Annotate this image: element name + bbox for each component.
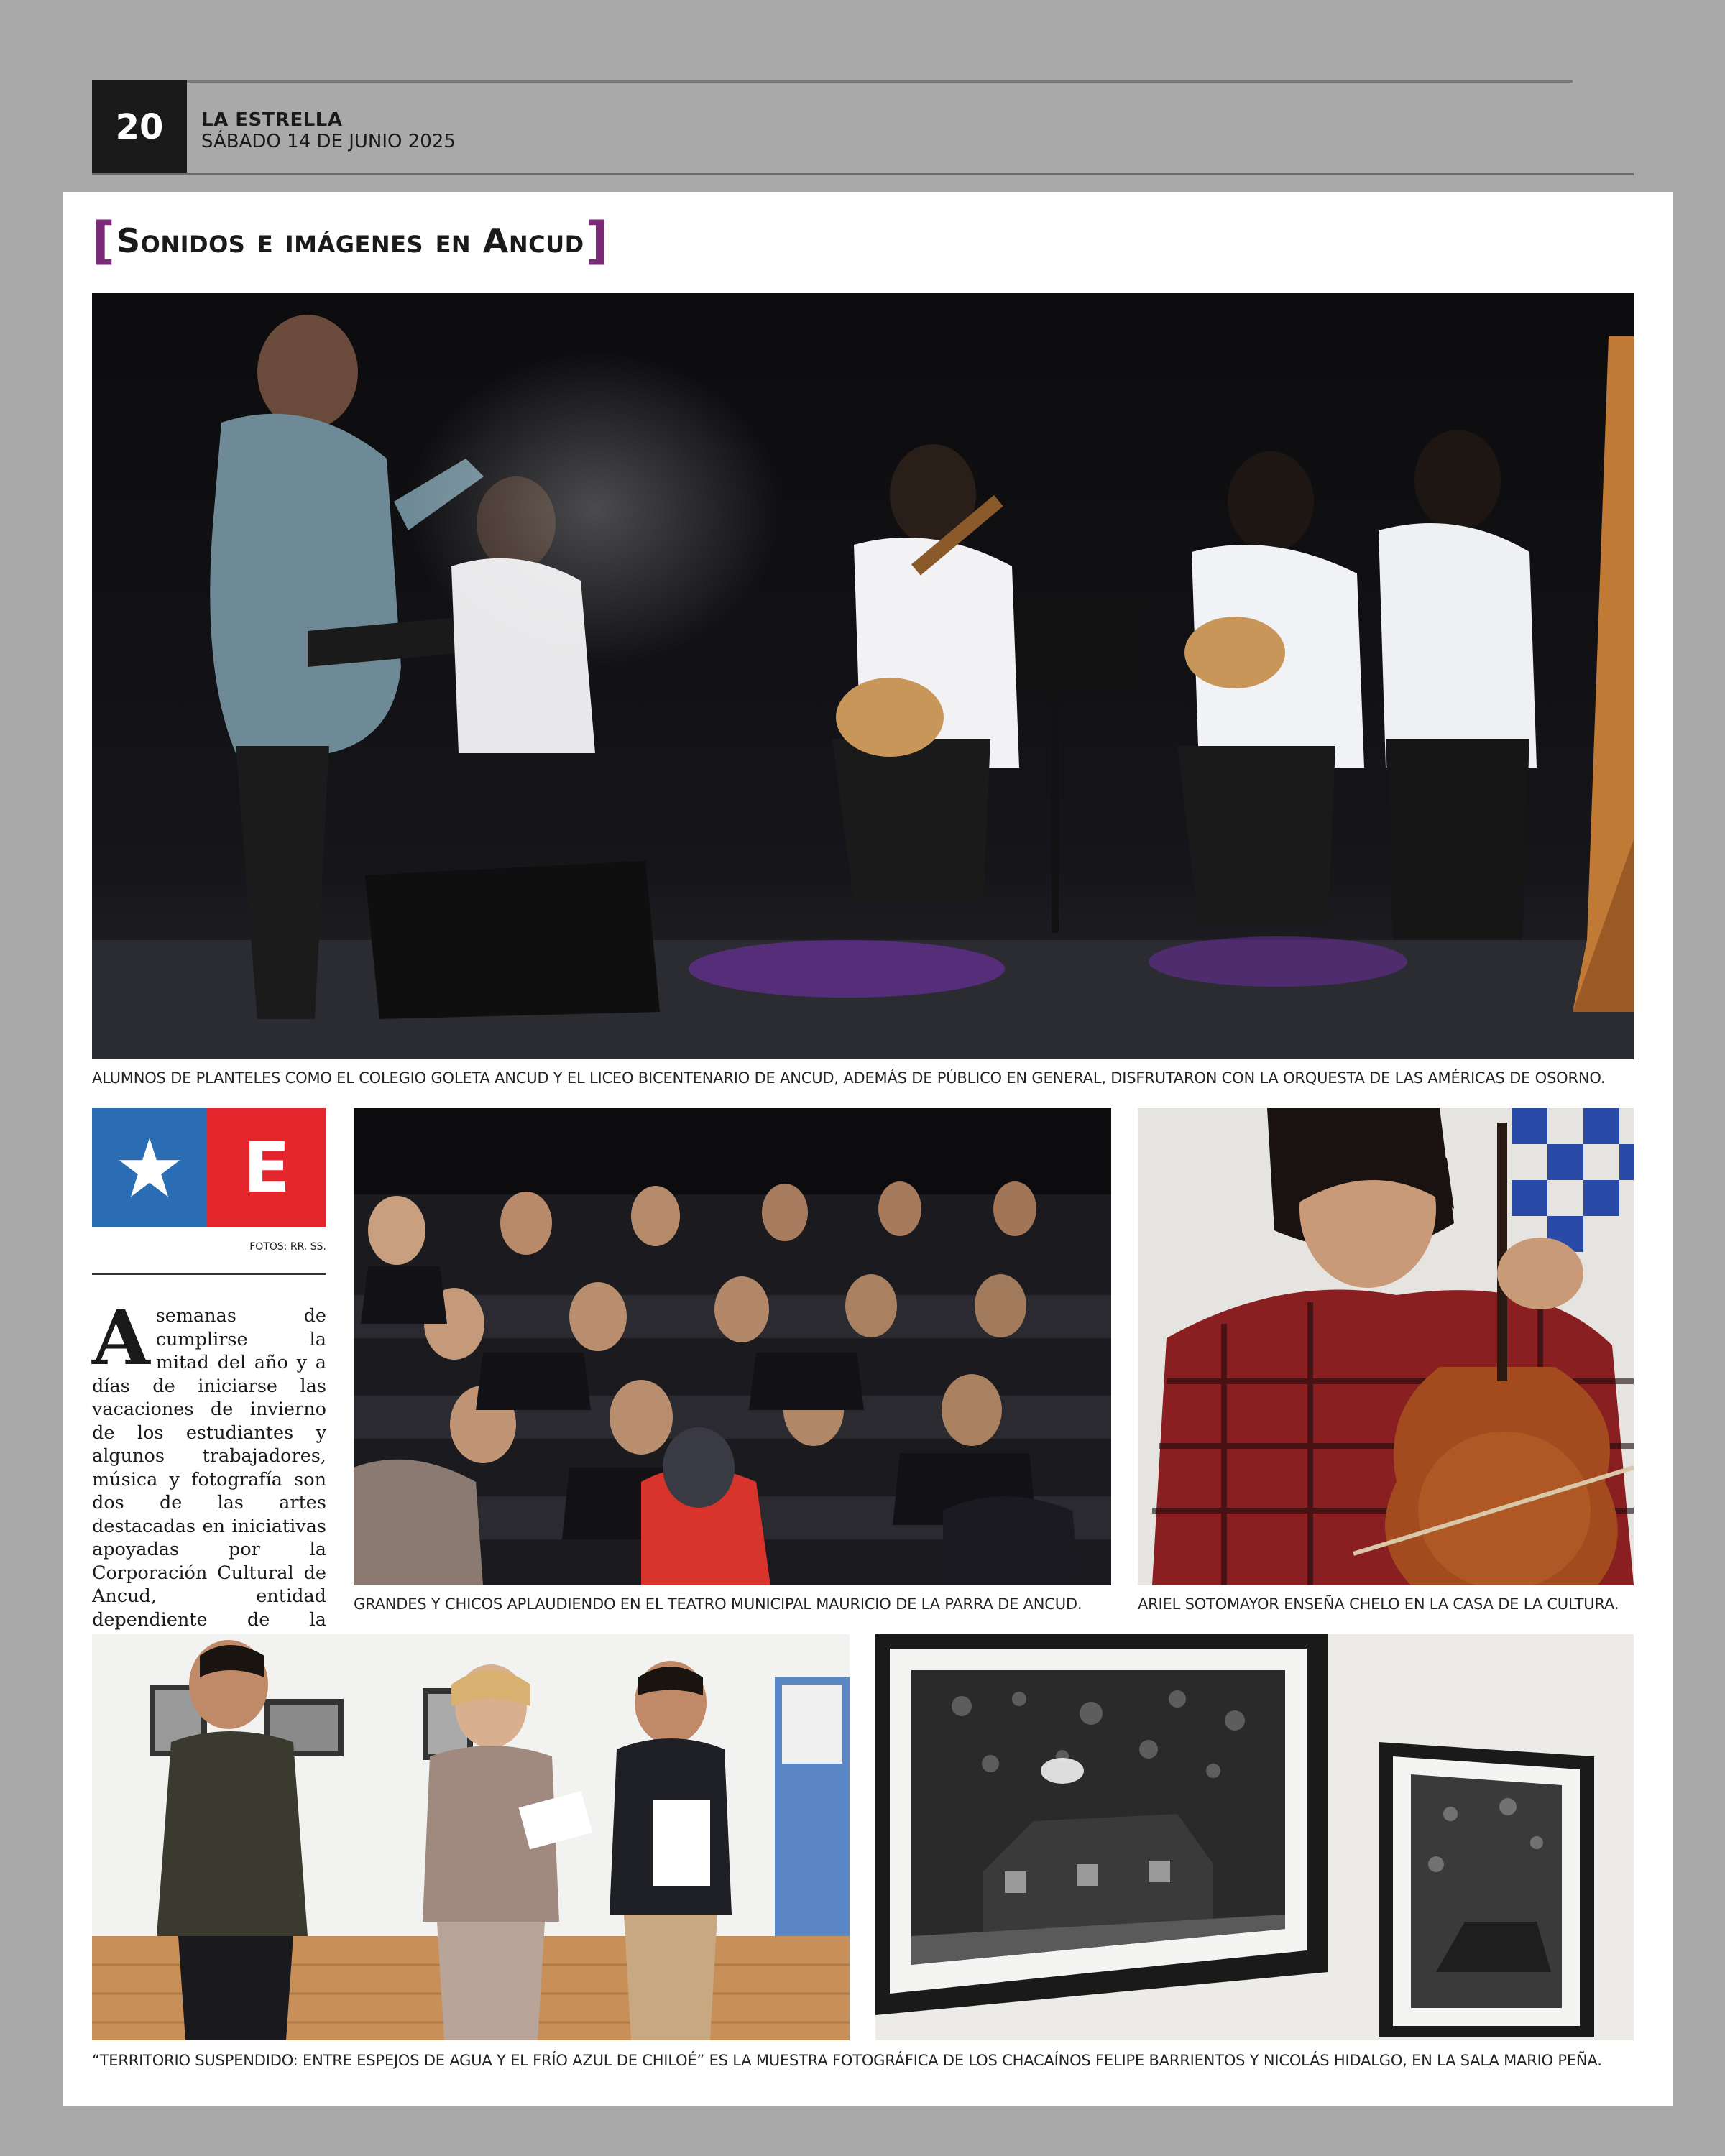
article-text: semanas de cumplirse la mitad del año y a días de iniciarse las vacaciones de invierno de los estudiantes y algunos trabajadores, música y fotografía son dos de las artes destacadas en iniciativas apoyadas por la Corporación Cultural de Ancud, entidad dependiente de la — [92, 1305, 326, 1631]
title-bracket-close: ] — [585, 211, 609, 270]
photo-exhibition-speakers — [92, 1634, 850, 2040]
article-body — [92, 1294, 326, 1655]
header-top-rule — [92, 80, 1573, 83]
sidebar-rule — [92, 1273, 326, 1275]
photo-credit: FOTOS: RR. SS. — [249, 1241, 326, 1253]
caption-orchestra: ALUMNOS DE PLANTELES COMO EL COLEGIO GOLETA ANCUD Y EL LICEO BICENTENARIO DE ANCUD, ADEMÁS DE PÚBLICO EN GENERAL, DISFRUTARON CON LA ORQUESTA DE LAS AMÉRICAS DE OSORNO. — [92, 1069, 1606, 1087]
drop-cap: A — [92, 1294, 150, 1382]
caption-audience: GRANDES Y CHICOS APLAUDIENDO EN EL TEATRO MUNICIPAL MAURICIO DE LA PARRA DE ANCUD. — [354, 1595, 1082, 1613]
publication-name: LA ESTRELLA — [201, 109, 343, 131]
caption-cello: ARIEL SOTOMAYOR ENSEÑA CHELO EN LA CASA DE LA CULTURA. — [1138, 1595, 1619, 1613]
photo-framed-photographs — [875, 1634, 1634, 2040]
photo-audience — [354, 1108, 1111, 1585]
page-number: 20 — [92, 80, 187, 174]
caption-exhibition: “TERRITORIO SUSPENDIDO: ENTRE ESPEJOS DE AGUA Y EL FRÍO AZUL DE CHILOÉ” ES LA MUESTRA FOTOGRÁFICA DE LOS CHACAÍNOS FELIPE BARRIENTOS Y NICOLÁS HIDALGO, EN LA SALA MARIO PEÑA. — [92, 2052, 1602, 2069]
flag-letter: E — [207, 1108, 326, 1227]
publication-date: SÁBADO 14 DE JUNIO 2025 — [201, 131, 456, 152]
header-bottom-rule — [92, 173, 1634, 175]
chile-flag-logo — [92, 1108, 326, 1227]
flag-blue-panel — [92, 1108, 207, 1227]
title-text: Sonidos e imágenes en Ancud — [116, 221, 584, 260]
photo-orchestra — [92, 293, 1634, 1059]
photo-cello — [1138, 1108, 1634, 1585]
title-bracket-open: [ — [92, 211, 115, 270]
section-title — [92, 211, 609, 270]
star-icon — [117, 1135, 182, 1200]
